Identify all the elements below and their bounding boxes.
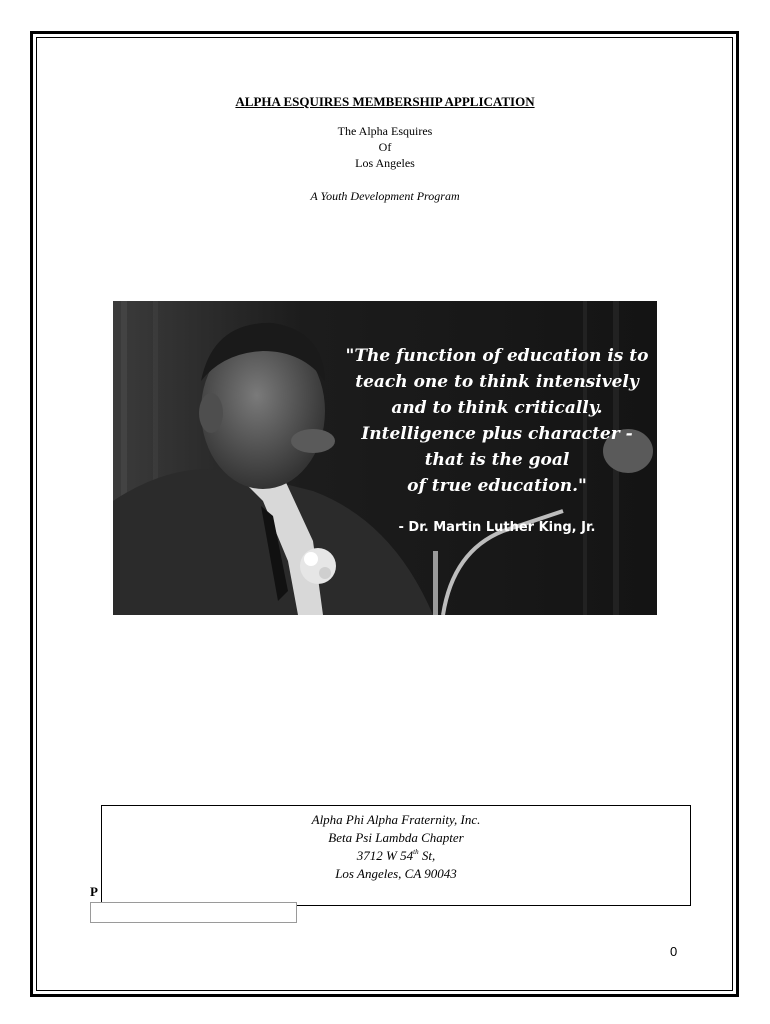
chapter-address-box <box>101 805 691 906</box>
quote-line-5: that is the goal <box>424 450 570 470</box>
address-street-suffix: St, <box>418 848 436 863</box>
quote-line-1: "The function of education is to <box>345 346 649 366</box>
address-ordinal-suffix: th <box>413 848 419 856</box>
address-street-number: 3712 W 54 <box>356 848 414 863</box>
quote-line-2: teach one to think intensively <box>355 372 639 392</box>
partial-field-label: P <box>90 884 98 899</box>
quote-line-3: and to think critically. <box>391 398 603 418</box>
page-number: 0 <box>670 944 678 959</box>
quote-line-6: of true education." <box>407 476 587 496</box>
quote-line-4: Intelligence plus character - <box>361 424 633 444</box>
address-line-3 <box>102 847 690 865</box>
program-tagline: A Youth Development Program <box>310 189 460 203</box>
address-line-4: Los Angeles, CA 90043 <box>335 866 457 881</box>
address-line-2: Beta Psi Lambda Chapter <box>328 830 464 845</box>
mlk-quote-photo <box>113 301 657 615</box>
quote-attribution: - Dr. Martin Luther King, Jr. <box>398 520 596 535</box>
form-input-field[interactable] <box>90 902 297 923</box>
org-name-line-3: Los Angeles <box>355 156 415 170</box>
org-name-line-1: The Alpha Esquires <box>337 124 433 138</box>
page-title: ALPHA ESQUIRES MEMBERSHIP APPLICATION <box>235 94 535 109</box>
org-name-line-2: Of <box>378 140 392 154</box>
address-line-1: Alpha Phi Alpha Fraternity, Inc. <box>311 812 481 827</box>
